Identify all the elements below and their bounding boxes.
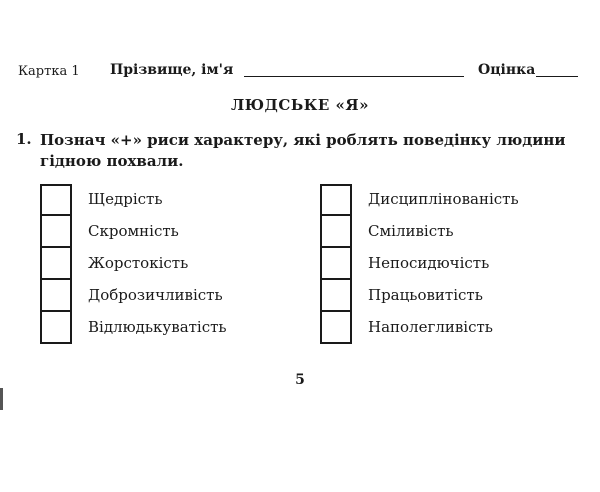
name-field[interactable] bbox=[244, 76, 464, 77]
checkbox[interactable] bbox=[320, 312, 352, 344]
checklist-item-label: Дисциплінованість bbox=[368, 190, 519, 208]
checkbox[interactable] bbox=[40, 184, 72, 216]
page-title: ЛЮДСЬКЕ «Я» bbox=[230, 96, 369, 114]
page-number: 5 bbox=[295, 372, 305, 388]
grade-field[interactable] bbox=[536, 76, 578, 77]
checkbox[interactable] bbox=[40, 248, 72, 280]
checklist-item-label: Непосидючість bbox=[368, 254, 490, 272]
checkbox[interactable] bbox=[320, 216, 352, 248]
checkbox[interactable] bbox=[40, 216, 72, 248]
checkbox[interactable] bbox=[320, 184, 352, 216]
checkbox[interactable] bbox=[40, 280, 72, 312]
checkbox[interactable] bbox=[320, 280, 352, 312]
checklist-item-label: Відлюдькуватість bbox=[88, 318, 227, 336]
checkbox[interactable] bbox=[320, 248, 352, 280]
checklist-item-label: Наполегливість bbox=[368, 318, 493, 336]
checklist-item-label: Працьовитість bbox=[368, 286, 483, 304]
grade-label: Оцінка bbox=[478, 62, 536, 78]
checkbox[interactable] bbox=[40, 312, 72, 344]
card-label: Картка 1 bbox=[18, 64, 80, 79]
task-number: 1. bbox=[16, 130, 32, 148]
card-header bbox=[18, 62, 580, 84]
checklist-item-label: Сміливість bbox=[368, 222, 454, 240]
checklist-item-label: Доброзичливість bbox=[88, 286, 223, 304]
task-text: Познач «+» риси характеру, які роблять поведінку людини гідною похвали. bbox=[40, 131, 566, 170]
margin-mark bbox=[0, 388, 3, 410]
checklist-item-label: Скромність bbox=[88, 222, 179, 240]
checklist-item-label: Щедрість bbox=[88, 190, 163, 208]
checklist-item-label: Жорстокість bbox=[88, 254, 189, 272]
name-label: Прізвище, ім'я bbox=[110, 62, 234, 78]
